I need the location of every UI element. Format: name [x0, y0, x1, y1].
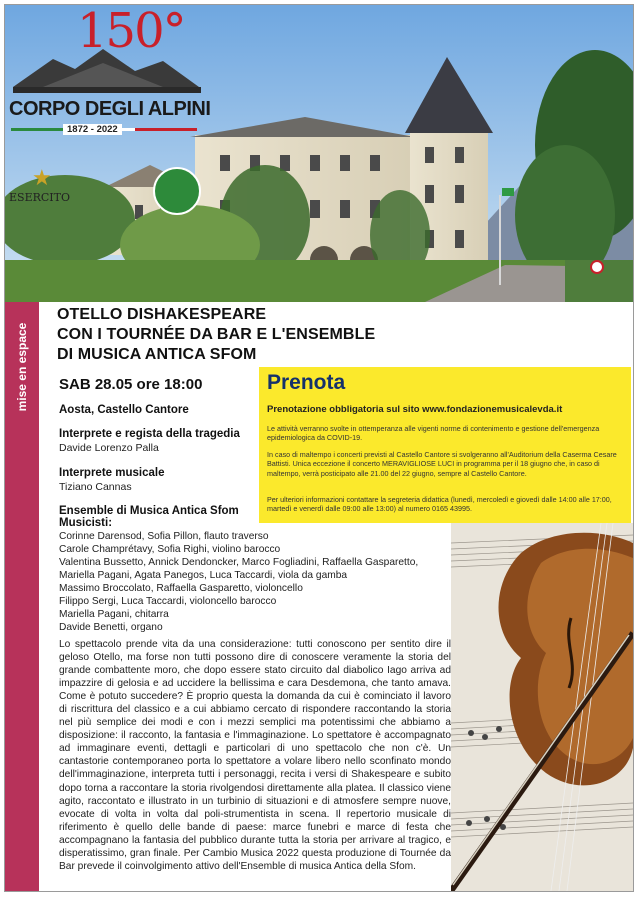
ana-logo	[153, 167, 201, 215]
booking-note-covid: Le attività verranno svolte in ottemperanza alle vigenti norme di contenimento e gestione dell'emergenza epidemiologica da COVID-19.	[267, 424, 600, 443]
musician-block	[59, 466, 164, 494]
logo-years: 1872 - 2022	[63, 124, 122, 135]
ensemble-block	[59, 505, 418, 634]
title-line: OTELLO DISHAKESPEARE	[57, 306, 267, 323]
list-item: Valentina Bussetto, Annick Dendoncker, Marco Fogliadini, Raffaella Gasparetto,	[59, 557, 419, 568]
event-description: Lo spettacolo prende vita da una considerazione: tutti conoscono per sentito dire il geloso Otello, ma forse non tutti possono dire di conoscere veramente la storia del grande combattente moro, che dopo essere stato circuito dal diabolico Iago arriva ad impazzire di gelosia e ad uccidere la bellissima e cara Desdemona, che tanto amava. Come è potuto succedere? È proprio questa la domanda da cui è cominciato il lavoro di riscrittura del classico e a cui abbiamo cercato di rispondere raccontando la storia nel più semplice dei modi e con i mezzi semplici ma potentissimi che abbiamo a disposizione: il racconto, la fantasia e l'immaginazione. Lo spettatore è accompagnato ad immaginare eventi, dettagli e particolari di uno spettacolo che non c'è. Un cantastorie contemporaneo porta lo spettatore a volare libero nello sconfinato mondo dell'immaginazione, interpreta tutti i personaggi, recita i versi di Shakespeare e subito dopo torna a raccontare la storia rivolgendosi direttamente alla platea. Il classico viene agito, raccontato e illustrato in un turbinio di situazioni e di atmosfere sempre nuove, evocate di volta in volta dal poli-strumentista in scena. Il repertorio musicale di riferimento è quello delle bande di paese: marce funebri e marce di festa che accompagnano la fantasia del pubblico durante tutta la storia per arrivare al tragico, e disperatissimo, gran finale. Per Cambio Musica 2022 questa produzione di Tournée da Bar prevede il coinvolgimento attivo dell'Ensemble di musica Antica della Sfom.	[59, 639, 451, 872]
title-line: CON I TOURNÉE DA BAR E L'ENSEMBLE	[57, 326, 376, 343]
mountain-logo-icon	[13, 45, 203, 95]
side-tab-label: mise en espace	[15, 322, 29, 412]
logo-title: CORPO DEGLI ALPINI	[9, 98, 211, 120]
event-date: SAB 28.05 ore 18:00	[59, 376, 203, 393]
booking-note-weather: In caso di maltempo i concerti previsti al Castello Cantore si svolgeranno all'Auditorium della Caserma Cesare Battisti. Unica eccezione il concerto MERAVIGLIOSE LUCI in programma per il 18 giugno che, in caso di maltempo, verrà posticipato alle 21.00 del 22 giugno, sempre al Castello Cantore.	[267, 450, 617, 478]
castle-photo	[5, 5, 633, 302]
anniversary-number: 150°	[77, 5, 185, 59]
booking-title: Prenota	[267, 371, 346, 394]
booking-link[interactable]: Prenotazione obbligatoria sul sito www.fondazionemusicalevda.it	[267, 404, 563, 415]
event-title	[57, 305, 457, 365]
list-item: Mariella Pagani, Agata Panegos, Luca Taccardi, viola da gamba	[59, 570, 348, 581]
director-block	[59, 427, 240, 455]
director-name: Davide Lorenzo Palla	[59, 442, 159, 454]
booking-box	[259, 367, 631, 523]
list-item: Davide Benetti, organo	[59, 622, 163, 633]
ensemble-heading: Ensemble di Musica Antica Sfom	[59, 505, 239, 517]
ensemble-subheading: Musicisti:	[59, 517, 113, 529]
list-item: Carole Champrétavy, Sofia Righi, violino barocco	[59, 544, 281, 555]
event-poster	[4, 4, 634, 892]
list-item: Filippo Sergi, Luca Taccardi, violoncello barocco	[59, 596, 277, 607]
list-item: Mariella Pagani, chitarra	[59, 609, 169, 620]
event-place: Aosta, Castello Cantore	[59, 404, 189, 416]
director-heading: Interprete e regista della tragedia	[59, 428, 240, 440]
musicians-list	[59, 530, 418, 634]
army-label: ESERCITO	[9, 191, 70, 204]
list-item: Massimo Broccolato, Raffaella Gasparetto, violoncello	[59, 583, 303, 594]
musician-name: Tiziano Cannas	[59, 481, 132, 493]
musician-heading: Interprete musicale	[59, 467, 165, 479]
violin-icon	[451, 523, 633, 891]
title-line: DI MUSICA ANTICA SFOM	[57, 346, 257, 363]
star-icon: ★	[32, 165, 52, 190]
list-item: Corinne Darensod, Sofia Pillon, flauto traverso	[59, 531, 269, 542]
booking-note-contact: Per ulteriori informazioni contattare la segreteria didattica (lunedì, mercoledì e giovedì dalle 14:00 alle 17:00, martedì e venerdì dalle 09:00 alle 13:00) al numero 0165 43995.	[267, 495, 612, 514]
violin-image	[451, 523, 633, 891]
